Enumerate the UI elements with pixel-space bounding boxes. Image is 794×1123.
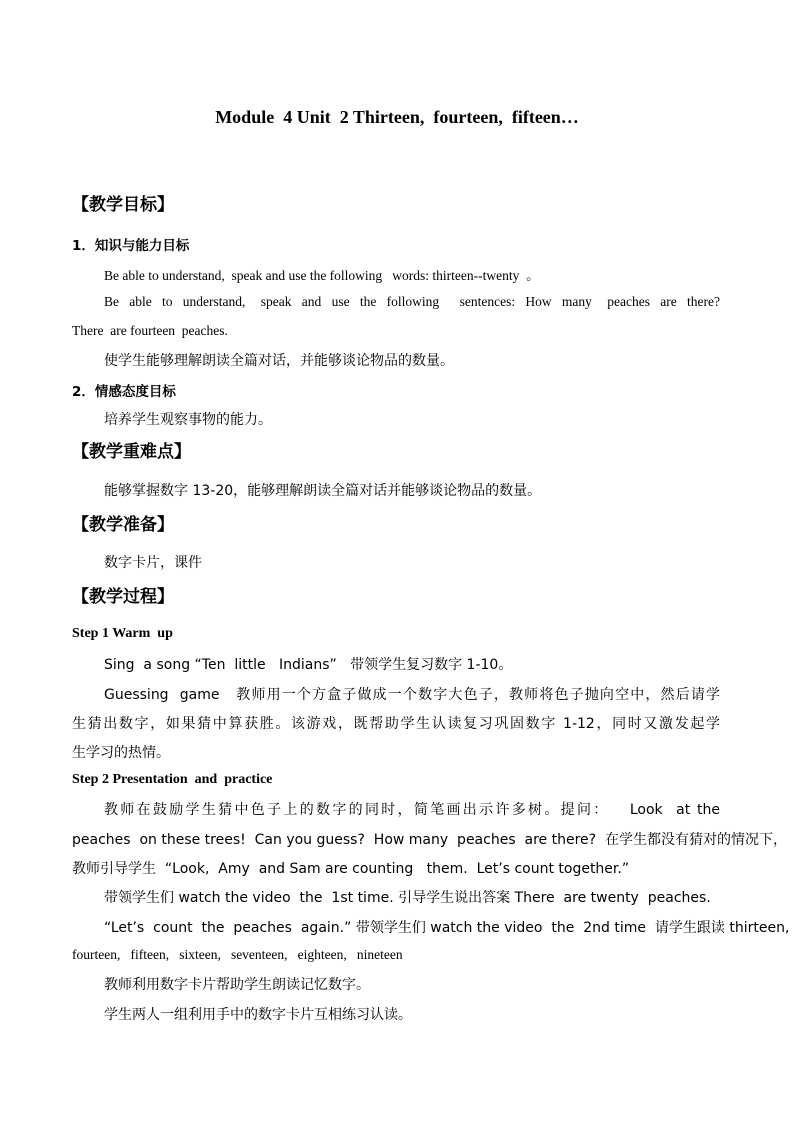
process-line: 教师在鼓励学生猜中色子上的数字的同时，简笔画出示许多树。提问： Look at the [104, 802, 720, 818]
document-title: Module 4 Unit 2 Thirteen, fourteen, fifteen… [215, 107, 579, 127]
section-heading-preparation: 【教学准备】 [72, 515, 174, 535]
process-line: 生学习的热情。 [72, 745, 170, 761]
subheading-emotion-attitude: 2．情感态度目标 [72, 384, 176, 400]
objective-line: 培养学生观察事物的能力。 [104, 412, 272, 428]
objective-line: Be able to understand, speak and use the following words: thirteen--twenty 。 [104, 268, 540, 283]
section-heading-process: 【教学过程】 [72, 587, 174, 607]
subheading-knowledge-ability: 1．知识与能力目标 [72, 238, 190, 254]
step-heading-presentation: Step 2 Presentation and practice [72, 772, 273, 787]
process-line: 教师利用数字卡片帮助学生朗读记忆数字。 [104, 977, 370, 993]
process-line: 教师引导学生 “Look, Amy and Sam are counting them. Let’s count together.” [72, 861, 630, 877]
step-heading-warm-up: Step 1 Warm up [72, 626, 173, 641]
process-line: peaches on these trees! Can you guess? How many peaches are there? 在学生都没有猜对的情况下， [72, 832, 787, 848]
objective-line: Be able to understand, speak and use the following sentences: How many peaches are there? [104, 294, 720, 309]
objective-line: There are fourteen peaches. [72, 323, 228, 338]
process-line: fourteen, fifteen, sixteen, seventeen, eighteen, nineteen [72, 947, 403, 962]
process-line: 带领学生们 watch the video the 1st time. 引导学生说出答案 There are twenty peaches. [104, 890, 711, 906]
process-line: Sing a song “Ten little Indians” 带领学生复习数字 1-10。 [104, 657, 513, 673]
objective-line: 使学生能够理解朗读全篇对话，并能够谈论物品的数量。 [104, 353, 454, 369]
section-heading-key-points: 【教学重难点】 [72, 442, 191, 462]
process-line: 生猜出数字，如果猜中算获胜。该游戏，既帮助学生认读复习巩固数字 1-12，同时又激发起学 [72, 716, 720, 732]
section-heading-objectives: 【教学目标】 [72, 195, 174, 215]
process-line: 学生两人一组利用手中的数字卡片互相练习认读。 [104, 1007, 412, 1023]
preparation-line: 数字卡片，课件 [104, 555, 202, 571]
key-points-line: 能够掌握数字 13-20，能够理解朗读全篇对话并能够谈论物品的数量。 [104, 483, 542, 499]
process-line: “Let’s count the peaches again.” 带领学生们 watch the video the 2nd time 请学生跟读 thirteen, [104, 920, 790, 936]
process-line: Guessing game 教师用一个方盒子做成一个数字大色子，教师将色子抛向空中，然后请学 [104, 687, 720, 703]
